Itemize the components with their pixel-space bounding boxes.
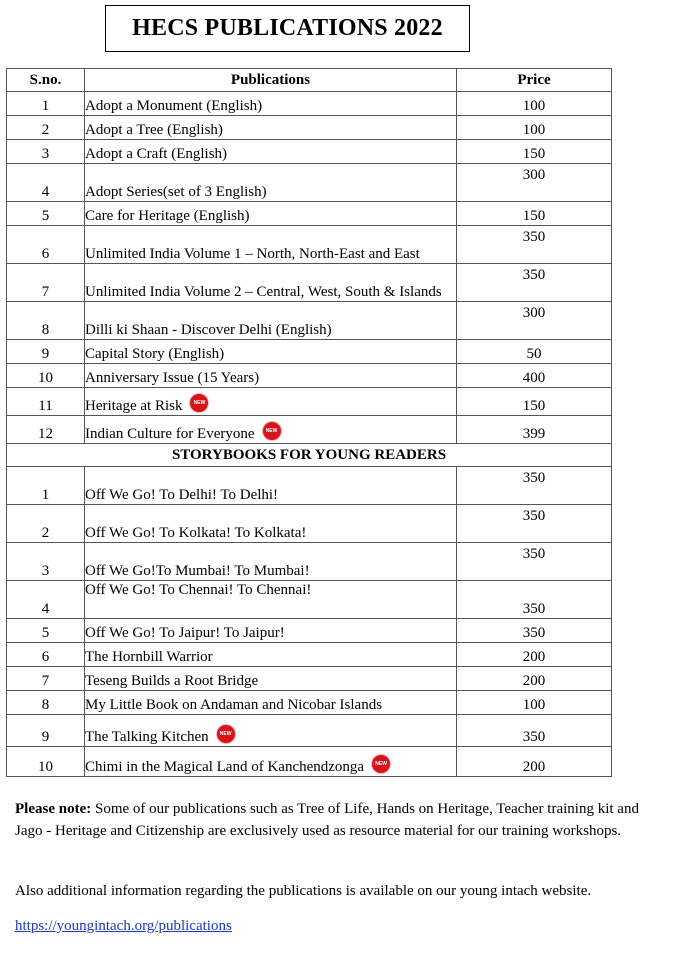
row-title: Off We Go! To Delhi! To Delhi! [85, 467, 457, 505]
header-sno: S.no. [7, 69, 85, 92]
table-row [7, 747, 612, 777]
table-row [7, 505, 612, 543]
header-publications: Publications [85, 69, 457, 92]
row-title: Adopt Series(set of 3 English) [85, 164, 457, 202]
table-row [7, 467, 612, 505]
row-price: 350 [457, 226, 612, 264]
table-row [7, 667, 612, 691]
row-sno: 10 [7, 364, 85, 388]
please-note-paragraph [15, 798, 655, 842]
storybooks-heading: STORYBOOKS FOR YOUNG READERS [7, 444, 612, 467]
row-price: 350 [457, 581, 612, 619]
row-price: 100 [457, 92, 612, 116]
table-row [7, 715, 612, 747]
table-row [7, 226, 612, 264]
row-title: Adopt a Tree (English) [85, 116, 457, 140]
row-price: 150 [457, 202, 612, 226]
row-sno: 3 [7, 140, 85, 164]
table-row [7, 619, 612, 643]
row-sno: 2 [7, 505, 85, 543]
row-title: Dilli ki Shaan - Discover Delhi (English) [85, 302, 457, 340]
row-sno: 5 [7, 619, 85, 643]
table-row [7, 302, 612, 340]
header-price: Price [457, 69, 612, 92]
row-price: 300 [457, 302, 612, 340]
row-title-cell [85, 416, 457, 444]
row-price: 400 [457, 364, 612, 388]
row-title-cell [85, 747, 457, 777]
row-price: 350 [457, 619, 612, 643]
table-row [7, 264, 612, 302]
row-title: Anniversary Issue (15 Years) [85, 364, 457, 388]
row-price: 399 [457, 416, 612, 444]
page-title: HECS PUBLICATIONS 2022 [105, 5, 470, 52]
table-row [7, 164, 612, 202]
new-badge-icon: NEW [263, 422, 281, 440]
row-price: 300 [457, 164, 612, 202]
row-title: Adopt a Monument (English) [85, 92, 457, 116]
table-row [7, 691, 612, 715]
row-price: 200 [457, 667, 612, 691]
row-sno: 6 [7, 226, 85, 264]
row-sno: 3 [7, 543, 85, 581]
row-title: Unlimited India Volume 2 – Central, West, South & Islands [85, 264, 457, 302]
row-price: 150 [457, 140, 612, 164]
row-title: Unlimited India Volume 1 – North, North-East and East [85, 226, 457, 264]
row-sno: 8 [7, 691, 85, 715]
row-title: Off We Go! To Jaipur! To Jaipur! [85, 619, 457, 643]
row-sno: 2 [7, 116, 85, 140]
row-title: My Little Book on Andaman and Nicobar Islands [85, 691, 457, 715]
row-title: Heritage at Risk [85, 398, 183, 414]
table-row [7, 116, 612, 140]
row-price: 350 [457, 715, 612, 747]
row-title-cell [85, 715, 457, 747]
table-row [7, 340, 612, 364]
row-sno: 9 [7, 715, 85, 747]
table-row [7, 543, 612, 581]
row-title: The Talking Kitchen [85, 729, 209, 745]
note-text: Some of our publications such as Tree of Life, Hands on Heritage, Teacher training kit and Jago - Heritage and Citizenship are exclusively used as resource material for our training workshops. [15, 801, 639, 839]
row-sno: 9 [7, 340, 85, 364]
row-price: 100 [457, 116, 612, 140]
row-title: Off We Go! To Kolkata! To Kolkata! [85, 505, 457, 543]
row-title: Capital Story (English) [85, 340, 457, 364]
row-price: 200 [457, 643, 612, 667]
row-price: 350 [457, 543, 612, 581]
row-sno: 4 [7, 581, 85, 619]
publications-link-line [15, 915, 655, 937]
row-sno: 7 [7, 264, 85, 302]
row-sno: 12 [7, 416, 85, 444]
row-price: 100 [457, 691, 612, 715]
row-sno: 4 [7, 164, 85, 202]
row-title: Off We Go! To Chennai! To Chennai! [85, 581, 457, 619]
new-badge-icon: NEW [217, 725, 235, 743]
row-price: 350 [457, 264, 612, 302]
row-sno: 10 [7, 747, 85, 777]
row-price: 150 [457, 388, 612, 416]
table-row [7, 643, 612, 667]
publications-link[interactable]: https://youngintach.org/publications [15, 918, 232, 934]
row-price: 350 [457, 505, 612, 543]
publications-table [6, 68, 612, 777]
row-title: Off We Go!To Mumbai! To Mumbai! [85, 543, 457, 581]
row-price: 50 [457, 340, 612, 364]
additional-info-paragraph: Also additional information regarding the publications is available on our young intach website. [15, 883, 592, 899]
row-title: Care for Heritage (English) [85, 202, 457, 226]
table-row [7, 581, 612, 619]
row-title: Teseng Builds a Root Bridge [85, 667, 457, 691]
row-sno: 6 [7, 643, 85, 667]
row-title: Adopt a Craft (English) [85, 140, 457, 164]
new-badge-icon: NEW [372, 755, 390, 773]
row-sno: 1 [7, 467, 85, 505]
row-sno: 5 [7, 202, 85, 226]
row-price: 350 [457, 467, 612, 505]
row-sno: 1 [7, 92, 85, 116]
row-sno: 11 [7, 388, 85, 416]
row-sno: 8 [7, 302, 85, 340]
table-row [7, 388, 612, 416]
row-title: The Hornbill Warrior [85, 643, 457, 667]
new-badge-icon: NEW [190, 394, 208, 412]
table-row [7, 202, 612, 226]
row-title-cell [85, 388, 457, 416]
note-label: Please note: [15, 801, 92, 817]
table-row [7, 416, 612, 444]
row-title: Chimi in the Magical Land of Kanchendzonga [85, 759, 365, 775]
table-row [7, 364, 612, 388]
row-sno: 7 [7, 667, 85, 691]
table-row [7, 92, 612, 116]
table-row [7, 140, 612, 164]
row-title: Indian Culture for Everyone [85, 426, 255, 442]
table-header-row [7, 69, 612, 92]
row-price: 200 [457, 747, 612, 777]
section-row [7, 444, 612, 467]
